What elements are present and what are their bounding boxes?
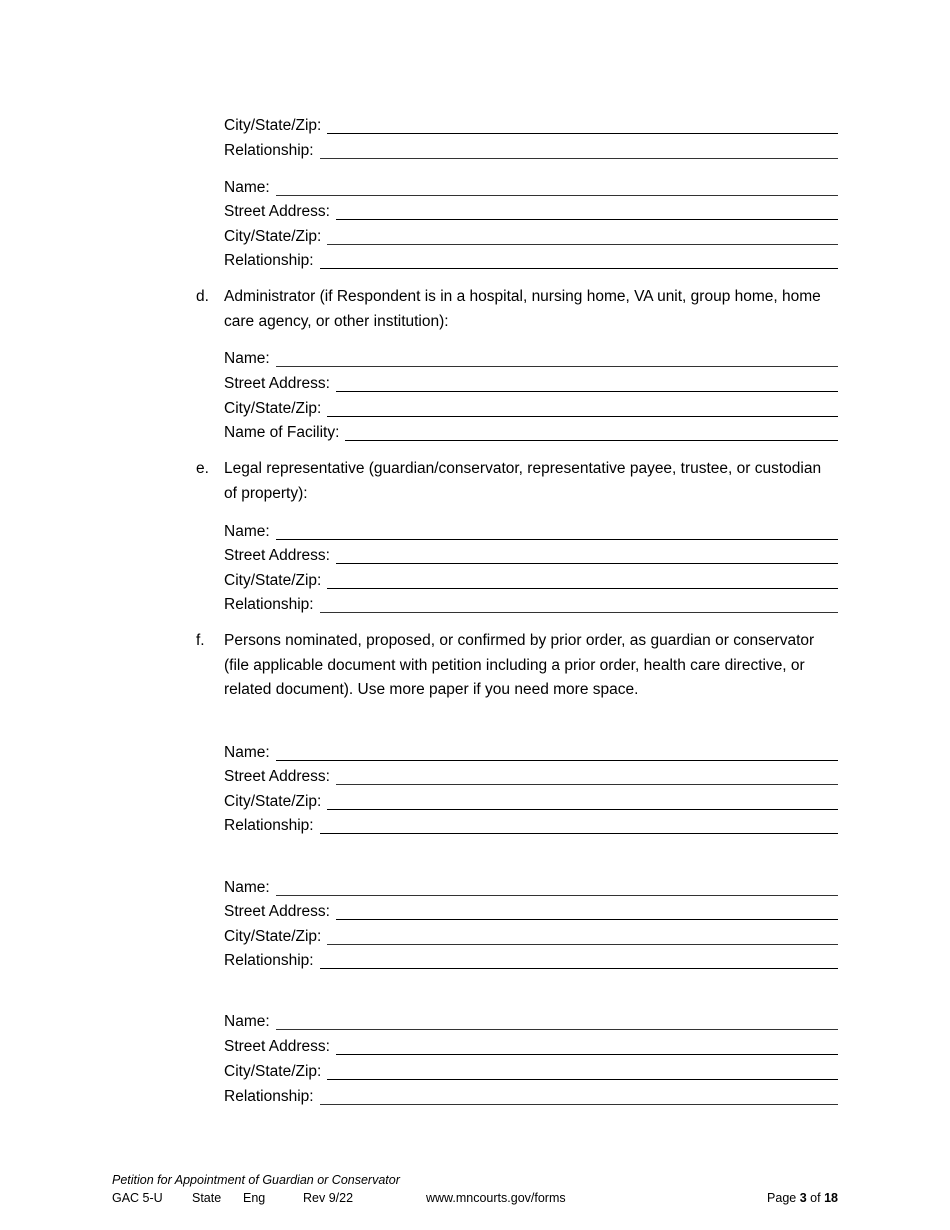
name-input-line[interactable] bbox=[276, 366, 838, 367]
footer-info-row bbox=[112, 1191, 838, 1207]
city-state-zip-label: City/State/Zip: bbox=[224, 792, 322, 810]
street-address-label: Street Address: bbox=[224, 202, 330, 220]
street-address-input-line[interactable] bbox=[336, 219, 838, 220]
city-state-zip-label: City/State/Zip: bbox=[224, 1062, 322, 1080]
relationship-input-line[interactable] bbox=[320, 833, 838, 834]
name-input-line[interactable] bbox=[276, 1029, 838, 1030]
relationship-input-line[interactable] bbox=[320, 158, 838, 159]
relationship-label: Relationship: bbox=[224, 951, 314, 969]
street-address-label: Street Address: bbox=[224, 1037, 330, 1055]
name-input-line[interactable] bbox=[276, 760, 838, 761]
city-state-zip-field bbox=[224, 225, 838, 247]
street-address-field bbox=[224, 900, 838, 922]
footer-language: Eng bbox=[243, 1191, 266, 1205]
item-d-text: Administrator (if Respondent is in a hospital, nursing home, VA unit, group home, home care agency, or other institution): bbox=[224, 288, 821, 330]
name-label: Name: bbox=[224, 1012, 270, 1030]
city-state-zip-field bbox=[224, 1060, 838, 1082]
footer-page-indicator bbox=[767, 1191, 838, 1205]
name-field bbox=[224, 1010, 838, 1032]
facility-name-field bbox=[224, 421, 838, 443]
footer-form-title: Petition for Appointment of Guardian or Conservator bbox=[112, 1173, 400, 1187]
footer-form-code: GAC 5-U bbox=[112, 1191, 163, 1205]
street-address-field bbox=[224, 765, 838, 787]
name-label: Name: bbox=[224, 349, 270, 367]
item-f-marker: f. bbox=[196, 632, 205, 649]
street-address-label: Street Address: bbox=[224, 374, 330, 392]
city-state-zip-input-line[interactable] bbox=[327, 416, 838, 417]
facility-name-label: Name of Facility: bbox=[224, 423, 340, 441]
relationship-field bbox=[224, 949, 838, 971]
street-address-field bbox=[224, 1035, 838, 1057]
name-field bbox=[224, 347, 838, 369]
city-state-zip-field bbox=[224, 397, 838, 419]
name-input-line[interactable] bbox=[276, 195, 838, 196]
relationship-label: Relationship: bbox=[224, 1087, 314, 1105]
item-e-marker: e. bbox=[196, 460, 209, 477]
city-state-zip-field bbox=[224, 114, 838, 136]
name-label: Name: bbox=[224, 522, 270, 540]
street-address-input-line[interactable] bbox=[336, 563, 838, 564]
page-total: 18 bbox=[824, 1191, 838, 1205]
city-state-zip-field bbox=[224, 569, 838, 591]
name-field bbox=[224, 876, 838, 898]
relationship-label: Relationship: bbox=[224, 251, 314, 269]
item-e-text: Legal representative (guardian/conservator, representative payee, trustee, or custodian of property): bbox=[224, 460, 822, 502]
city-state-zip-label: City/State/Zip: bbox=[224, 571, 322, 589]
footer-url[interactable]: www.mncourts.gov/forms bbox=[426, 1191, 566, 1205]
city-state-zip-field bbox=[224, 790, 838, 812]
item-e bbox=[196, 457, 838, 506]
page-prefix: Page bbox=[767, 1191, 797, 1205]
facility-name-input-line[interactable] bbox=[345, 440, 838, 441]
item-d bbox=[196, 285, 838, 334]
page-of: of bbox=[810, 1191, 821, 1205]
footer-revision: Rev 9/22 bbox=[303, 1191, 354, 1205]
city-state-zip-label: City/State/Zip: bbox=[224, 399, 322, 417]
relationship-field bbox=[224, 593, 838, 615]
name-field bbox=[224, 741, 838, 763]
item-f-text: Persons nominated, proposed, or confirmed by prior order, as guardian or conservator (file applicable document with petition including a prior order, health care directive, or related document). Use more paper if you need more space. bbox=[224, 632, 815, 699]
relationship-input-line[interactable] bbox=[320, 1104, 838, 1105]
street-address-field bbox=[224, 372, 838, 394]
relationship-field bbox=[224, 139, 838, 161]
name-input-line[interactable] bbox=[276, 895, 838, 896]
street-address-label: Street Address: bbox=[224, 902, 330, 920]
relationship-field bbox=[224, 1085, 838, 1107]
street-address-input-line[interactable] bbox=[336, 919, 838, 920]
city-state-zip-label: City/State/Zip: bbox=[224, 227, 322, 245]
city-state-zip-input-line[interactable] bbox=[327, 944, 838, 945]
street-address-field bbox=[224, 200, 838, 222]
relationship-field bbox=[224, 249, 838, 271]
name-input-line[interactable] bbox=[276, 539, 838, 540]
relationship-label: Relationship: bbox=[224, 816, 314, 834]
city-state-zip-input-line[interactable] bbox=[327, 588, 838, 589]
city-state-zip-input-line[interactable] bbox=[327, 809, 838, 810]
name-label: Name: bbox=[224, 743, 270, 761]
name-label: Name: bbox=[224, 178, 270, 196]
relationship-label: Relationship: bbox=[224, 141, 314, 159]
street-address-input-line[interactable] bbox=[336, 1054, 838, 1055]
city-state-zip-input-line[interactable] bbox=[327, 133, 838, 134]
city-state-zip-label: City/State/Zip: bbox=[224, 927, 322, 945]
street-address-input-line[interactable] bbox=[336, 391, 838, 392]
page-number: 3 bbox=[799, 1191, 807, 1205]
city-state-zip-input-line[interactable] bbox=[327, 1079, 838, 1080]
street-address-field bbox=[224, 544, 838, 566]
street-address-input-line[interactable] bbox=[336, 784, 838, 785]
name-field bbox=[224, 520, 838, 542]
name-label: Name: bbox=[224, 878, 270, 896]
street-address-label: Street Address: bbox=[224, 767, 330, 785]
relationship-label: Relationship: bbox=[224, 595, 314, 613]
item-f bbox=[196, 629, 838, 703]
footer-jurisdiction: State bbox=[192, 1191, 222, 1205]
name-field bbox=[224, 176, 838, 198]
city-state-zip-label: City/State/Zip: bbox=[224, 116, 322, 134]
relationship-field bbox=[224, 814, 838, 836]
street-address-label: Street Address: bbox=[224, 546, 330, 564]
city-state-zip-field bbox=[224, 925, 838, 947]
relationship-input-line[interactable] bbox=[320, 968, 838, 969]
relationship-input-line[interactable] bbox=[320, 268, 838, 269]
item-d-marker: d. bbox=[196, 288, 209, 305]
relationship-input-line[interactable] bbox=[320, 612, 838, 613]
city-state-zip-input-line[interactable] bbox=[327, 244, 838, 245]
